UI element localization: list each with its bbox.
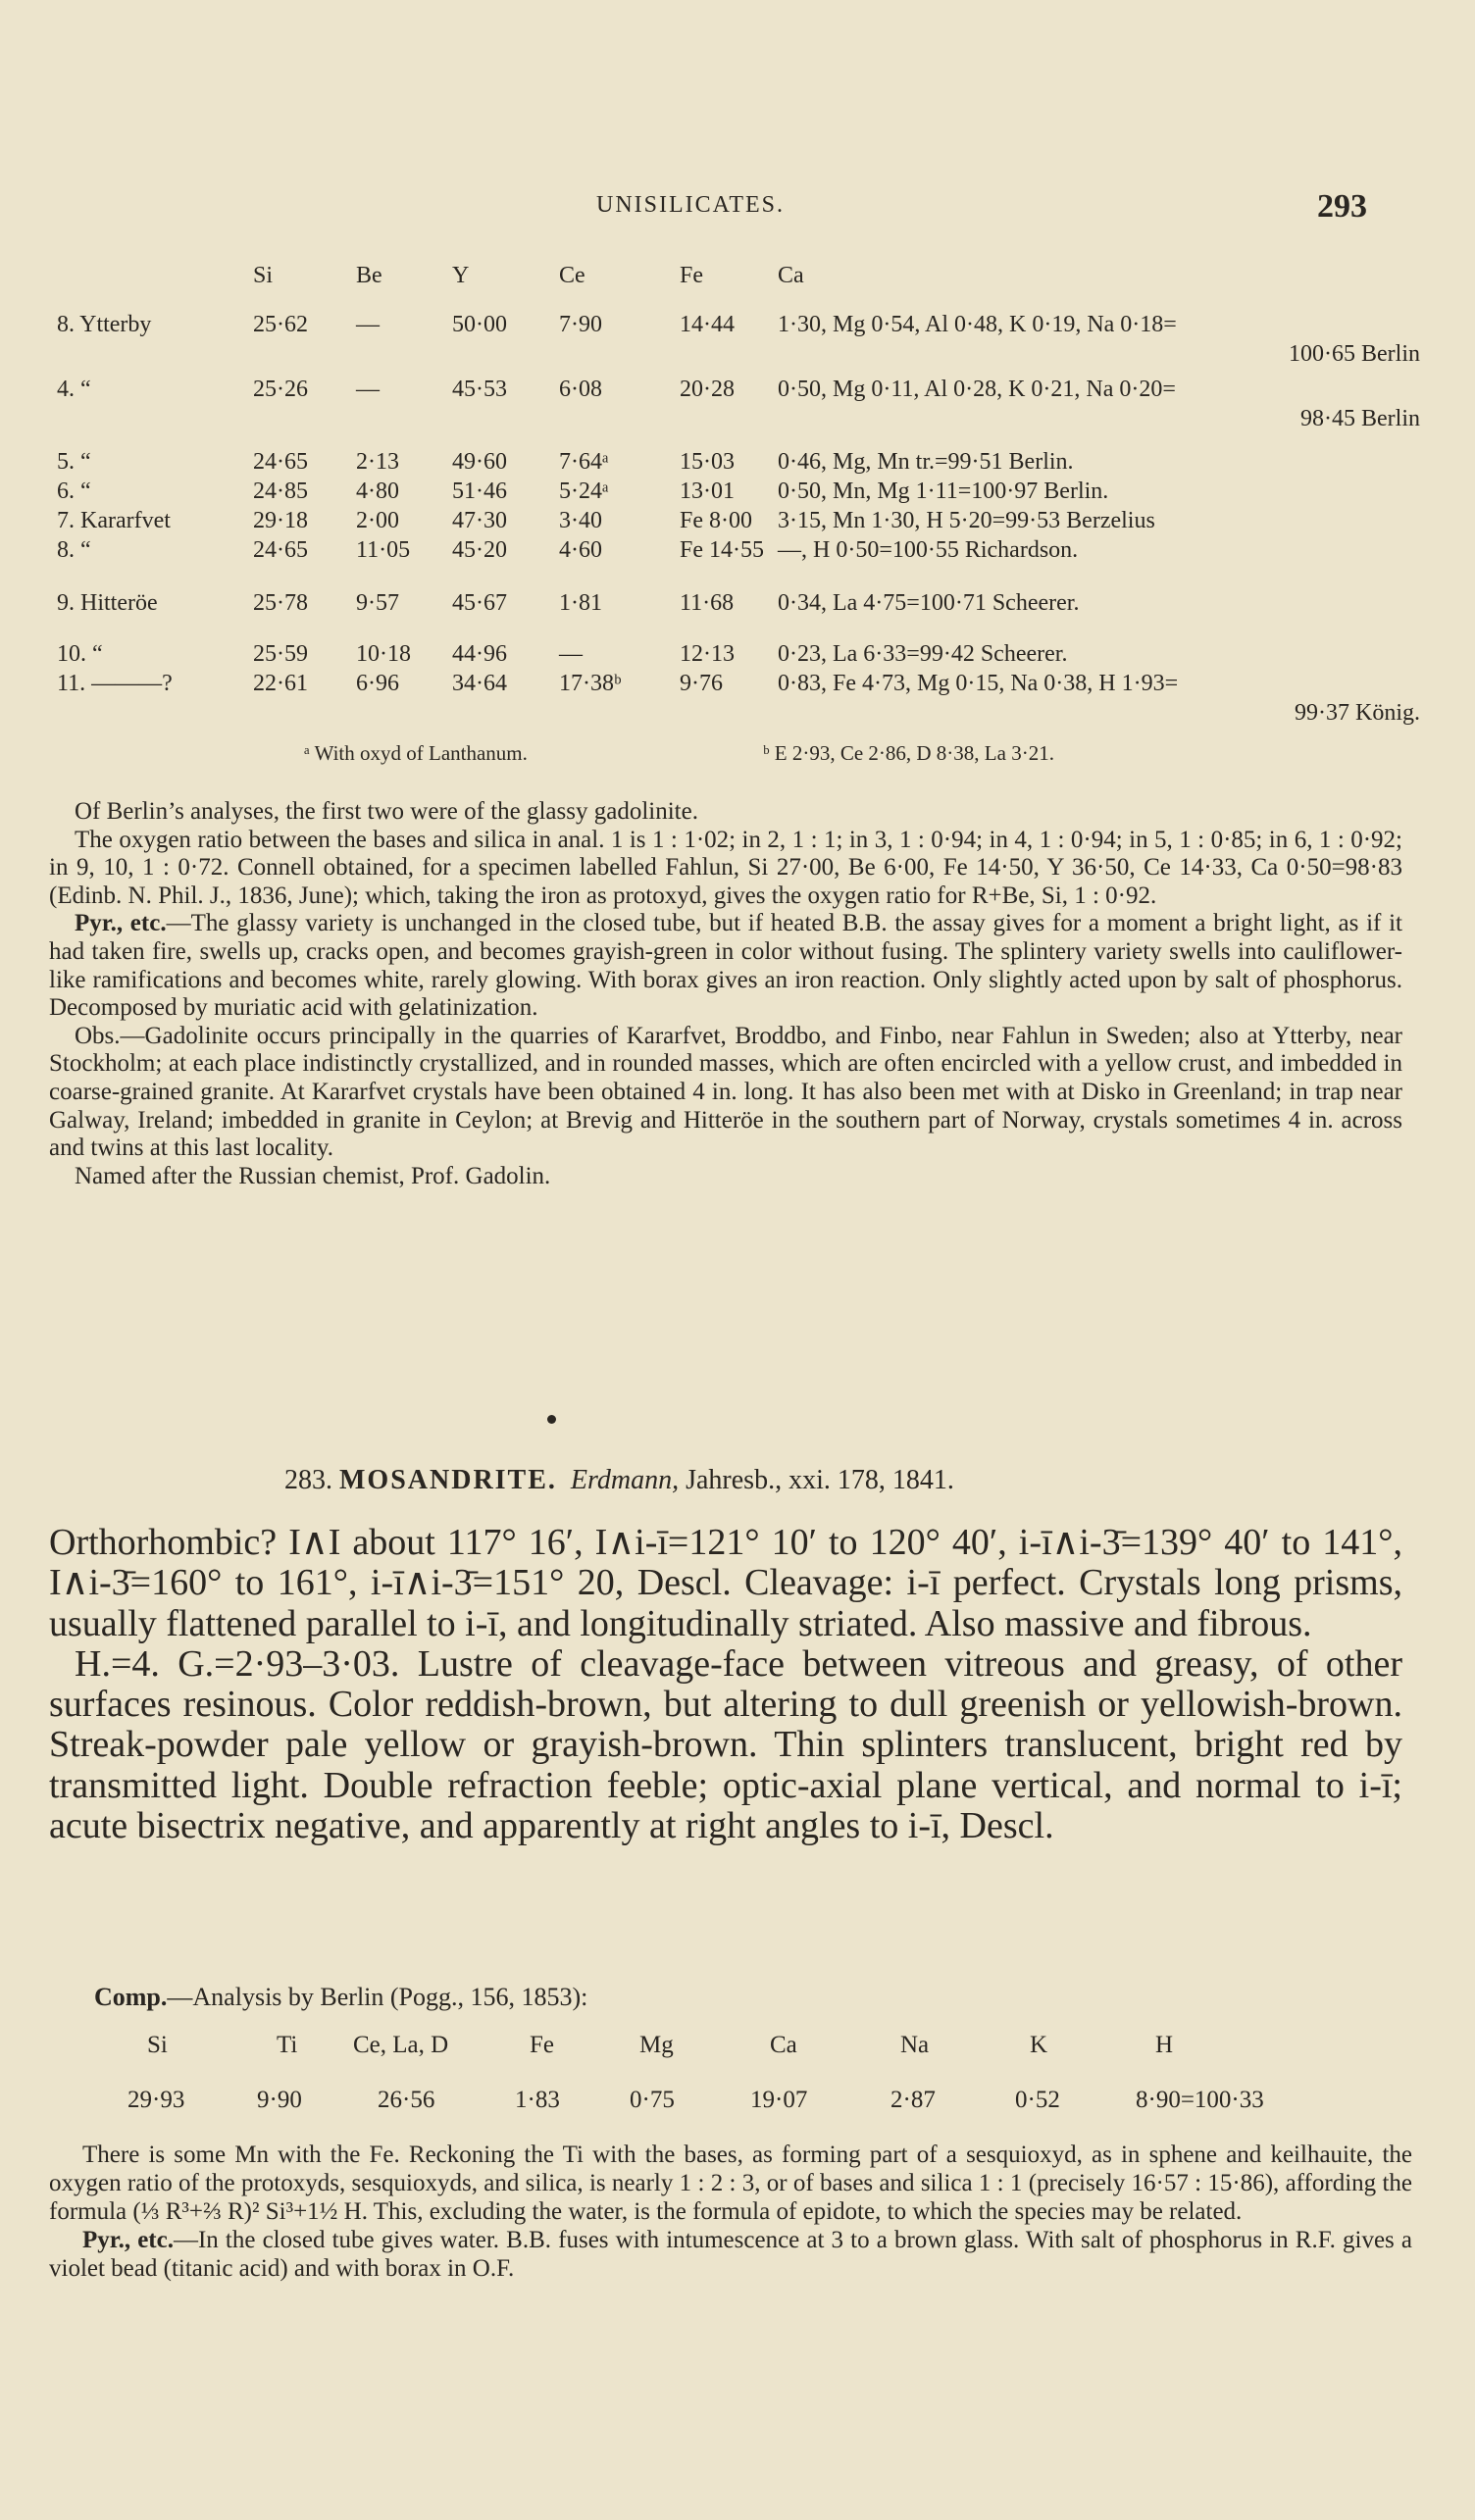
pyr-paragraph [49, 2226, 1412, 2283]
cell-remainder: —, H 0·50=100·55 Richardson. [778, 537, 1079, 563]
comp-value: 29·93 [127, 2087, 185, 2113]
cell-si: 25·78 [253, 590, 308, 616]
pyr-label: Pyr., etc. [82, 2227, 174, 2253]
cell-y: 34·64 [452, 671, 507, 696]
cell-si: 24·65 [253, 449, 308, 475]
cell-remainder: 1·30, Mg 0·54, Al 0·48, K 0·19, Na 0·18= [778, 312, 1177, 337]
table-row [57, 377, 1420, 406]
table-row [57, 479, 1420, 508]
pyr-text: —The glassy variety is unchanged in the closed tube, but if heated B.B. the assay gives for a moment a bright light, as if it had taken fire, swells up, cracks open, and becomes grayish-green in color without fusing. The splintery variety swells into cauliflower-like ramifications and becomes white, rarely glowing. With borax gives an iron reaction. Only slightly acted upon by salt of phosphorus. Decomposed by muriatic acid with gelatinization. [49, 910, 1402, 1022]
comp-header: Si [147, 2032, 168, 2058]
cell-fe: 15·03 [680, 449, 735, 475]
table-row-continuation [57, 700, 1420, 730]
pyr-text: —In the closed tube gives water. B.B. fuses with intumescence at 3 to a brown glass. With salt of phosphorus in R.F. gives a violet bead (titanic acid) and with borax in O.F. [49, 2227, 1412, 2282]
cell-be: 2·13 [356, 449, 399, 475]
paragraph: H.=4. G.=2·93–3·03. Lustre of cleavage-face between vitreous and greasy, of other surfaces resinous. Color reddish-brown, but altering to dull greenish or yellowish-brown. Streak-powder pale yellow or grayish-brown. Thin splinters translucent, bright red by transmitted light. Double refraction feeble; optic-axial plane vertical, and normal to i-ī; acute bisectrix negative, and apparently at right angles to i-ī, Descl. [49, 1642, 1402, 1847]
cell-y: 44·96 [452, 641, 507, 667]
header-ce: Ce [559, 263, 585, 288]
cell-remainder: 0·50, Mn, Mg 1·11=100·97 Berlin. [778, 479, 1109, 504]
cell-be: 11·05 [356, 537, 411, 563]
cell-fe: 12·13 [680, 641, 735, 667]
cell-remainder: 0·46, Mg, Mn tr.=99·51 Berlin. [778, 449, 1074, 475]
cell-ce: 1·81 [559, 590, 602, 616]
ink-dot [547, 1415, 556, 1424]
row-label: 5. “ [57, 449, 91, 475]
row-label: 7. Kararfvet [57, 508, 171, 533]
cell-fe: 13·01 [680, 479, 735, 504]
running-head [0, 188, 1475, 227]
table-row [57, 590, 1420, 620]
paragraph: There is some Mn with the Fe. Reckoning the Ti with the bases, as forming part of a sesquioxyd, as in sphene and keilhauite, the oxygen ratio of the protoxyds, sesquioxyds, and silica, is nearly 1 : 2 : 3, or of bases and silica 1 : 1 (precisely 16·57 : 15·86), affording the formula (⅓ R³+⅔ R)² Si³+1½ H. This, excluding the water, is the formula of epidote, to which the species may be related. [49, 2142, 1412, 2225]
header-si: Si [253, 263, 274, 288]
cell-remainder: 3·15, Mn 1·30, H 5·20=99·53 Berzelius [778, 508, 1155, 533]
species-reference: Jahresb., xxi. 178, 1841. [686, 1465, 954, 1495]
cell-be: 9·57 [356, 590, 399, 616]
cell-si: 24·65 [253, 537, 308, 563]
comp-text: —Analysis by Berlin (Pogg., 156, 1853): [167, 1983, 588, 2011]
comp-header: H [1155, 2032, 1174, 2058]
table-row [57, 449, 1420, 479]
gadolinite-notes [49, 798, 1402, 1190]
cell-si: 29·18 [253, 508, 308, 533]
header-y: Y [452, 263, 470, 288]
comp-header: Ca [770, 2032, 797, 2058]
cell-fe: 20·28 [680, 377, 735, 402]
comp-label: Comp. [94, 1983, 168, 2011]
cell-y: 49·60 [452, 449, 507, 475]
cell-total: 99·37 König. [1295, 700, 1420, 726]
cell-total: 100·65 Berlin [1289, 341, 1420, 367]
row-label: 8. “ [57, 537, 91, 563]
cell-fe: 9·76 [680, 671, 723, 696]
cell-ce: 6·08 [559, 377, 602, 402]
cell-remainder: 0·34, La 4·75=100·71 Scheerer. [778, 590, 1080, 616]
comp-value: 0·52 [1015, 2087, 1060, 2113]
cell-y: 45·53 [452, 377, 507, 402]
cell-y: 47·30 [452, 508, 507, 533]
table-row [57, 671, 1420, 700]
comp-header: Na [900, 2032, 930, 2058]
comp-value: 0·75 [630, 2087, 675, 2113]
cell-be: 6·96 [356, 671, 399, 696]
row-label: 8. Ytterby [57, 312, 152, 337]
cell-remainder: 0·50, Mg 0·11, Al 0·28, K 0·21, Na 0·20= [778, 377, 1176, 402]
header-fe: Fe [680, 263, 703, 288]
table-header-row [57, 263, 1420, 292]
comp-value: 1·83 [515, 2087, 560, 2113]
pyr-label: Pyr., etc. [75, 910, 167, 937]
cell-ce: 7·64ᵃ [559, 449, 609, 475]
comp-header: Ce, La, D [353, 2032, 449, 2058]
cell-ce: 5·24ᵃ [559, 479, 609, 504]
cell-si: 24·85 [253, 479, 308, 504]
header-be: Be [356, 263, 382, 288]
table-row [57, 537, 1420, 567]
row-label: 11. ———? [57, 671, 173, 696]
row-label: 6. “ [57, 479, 91, 504]
paragraph: Of Berlin’s analyses, the first two were of the glassy gadolinite. [75, 798, 698, 825]
cell-ce: 17·38ᵇ [559, 671, 622, 696]
mosandrite-description [49, 1523, 1402, 1846]
comp-value: 19·07 [750, 2087, 808, 2113]
cell-si: 22·61 [253, 671, 308, 696]
cell-be: — [356, 312, 380, 337]
comp-value: 2·87 [890, 2087, 936, 2113]
cell-y: 50·00 [452, 312, 507, 337]
running-title: UNISILICATES. [596, 192, 785, 218]
comp-header: Ti [277, 2032, 298, 2058]
cell-ce: 3·40 [559, 508, 602, 533]
cell-ce: — [559, 641, 583, 667]
table-row [57, 508, 1420, 537]
species-number: 283. [284, 1465, 332, 1495]
table-row [57, 641, 1420, 671]
cell-remainder: 0·23, La 6·33=99·42 Scheerer. [778, 641, 1068, 667]
cell-total: 98·45 Berlin [1300, 406, 1420, 431]
cell-fe: Fe 8·00 [680, 508, 752, 533]
cell-be: 4·80 [356, 479, 399, 504]
page-number: 293 [1317, 188, 1367, 225]
mosandrite-notes [49, 2141, 1412, 2283]
cell-ce: 4·60 [559, 537, 602, 563]
cell-fe: Fe 14·55 [680, 537, 764, 563]
species-heading [284, 1465, 954, 1496]
cell-be: — [356, 377, 380, 402]
cell-be: 10·18 [356, 641, 411, 667]
cell-fe: 11·68 [680, 590, 735, 616]
obs-label: Obs. [75, 1022, 121, 1049]
header-ca: Ca [778, 263, 804, 288]
comp-header: Mg [639, 2032, 674, 2058]
composition-heading [94, 1983, 587, 2012]
cell-ce: 7·90 [559, 312, 602, 337]
cell-y: 51·46 [452, 479, 507, 504]
row-label: 4. “ [57, 377, 91, 402]
comp-header: Fe [530, 2032, 554, 2058]
species-author: Erdmann, [570, 1465, 680, 1495]
obs-text: —Gadolinite occurs principally in the quarries of Kararfvet, Broddbo, and Finbo, near Fahlun in Sweden; also at Ytterby, near Stockholm; at each place indistinctly crystallized, and in rounded masses, which are often encircled with a yellow crust, and imbedded in coarse-grained granite. At Kararfvet crystals have been obtained 4 in. long. It has also been met with at Disko in Greenland; in trap near Galway, Ireland; imbedded in granite in Ceylon; at Brevig and Hitteröe in the southern part of Norway, crystals sometimes 4 in. across and twins at this last locality. [49, 1022, 1402, 1162]
species-name: MOSANDRITE. [339, 1465, 557, 1495]
paragraph: The oxygen ratio between the bases and silica in anal. 1 is 1 : 1·02; in 2, 1 : 1; in 3, 1 : 0·94; in 4, 1 : 0·94; in 5, 1 : 0·85; in 6, 1 : 0·92; in 9, 10, 1 : 0·72. Connell obtained, for a specimen labelled Fahlun, Si 27·00, Be 6·00, Fe 14·50, Y 36·50, Ce 14·33, Ca 0·50=98·83 (Edinb. N. Phil. J., 1836, June); which, taking the iron as protoxyd, gives the oxygen ratio for R+Be, Si, 1 : 0·92. [49, 826, 1402, 909]
paragraph: Named after the Russian chemist, Prof. Gadolin. [75, 1162, 551, 1189]
table-row-continuation [57, 341, 1420, 371]
cell-fe: 14·44 [680, 312, 735, 337]
row-label: 9. Hitteröe [57, 590, 158, 616]
footnote-a: ᵃ With oxyd of Lanthanum. [304, 741, 528, 765]
cell-si: 25·62 [253, 312, 308, 337]
comp-header: K [1030, 2032, 1048, 2058]
pyr-paragraph [49, 910, 1402, 1022]
cell-y: 45·67 [452, 590, 507, 616]
comp-value: 8·90=100·33 [1136, 2087, 1264, 2113]
cell-y: 45·20 [452, 537, 507, 563]
comp-value: 9·90 [257, 2087, 302, 2113]
cell-si: 25·26 [253, 377, 308, 402]
footnote-b: ᵇ E 2·93, Ce 2·86, D 8·38, La 3·21. [763, 741, 1054, 765]
table-row-continuation [57, 406, 1420, 435]
cell-si: 25·59 [253, 641, 308, 667]
cell-be: 2·00 [356, 508, 399, 533]
comp-value: 26·56 [378, 2087, 435, 2113]
obs-paragraph [49, 1023, 1402, 1163]
row-label: 10. “ [57, 641, 103, 667]
table-row [57, 312, 1420, 341]
cell-remainder: 0·83, Fe 4·73, Mg 0·15, Na 0·38, H 1·93= [778, 671, 1179, 696]
paragraph: Orthorhombic? I∧I about 117° 16′, I∧i-ī=121° 10′ to 120° 40′, i-ī∧i-3̄=139° 40′ to 141°, I∧i-3̄=160° to 161°, i-ī∧i-3̄=151° 20, Descl. Cleavage: i-ī perfect. Crystals long prisms, usually flattened parallel to i-ī, and longitudinally striated. Also massive and fibrous. [49, 1522, 1402, 1644]
